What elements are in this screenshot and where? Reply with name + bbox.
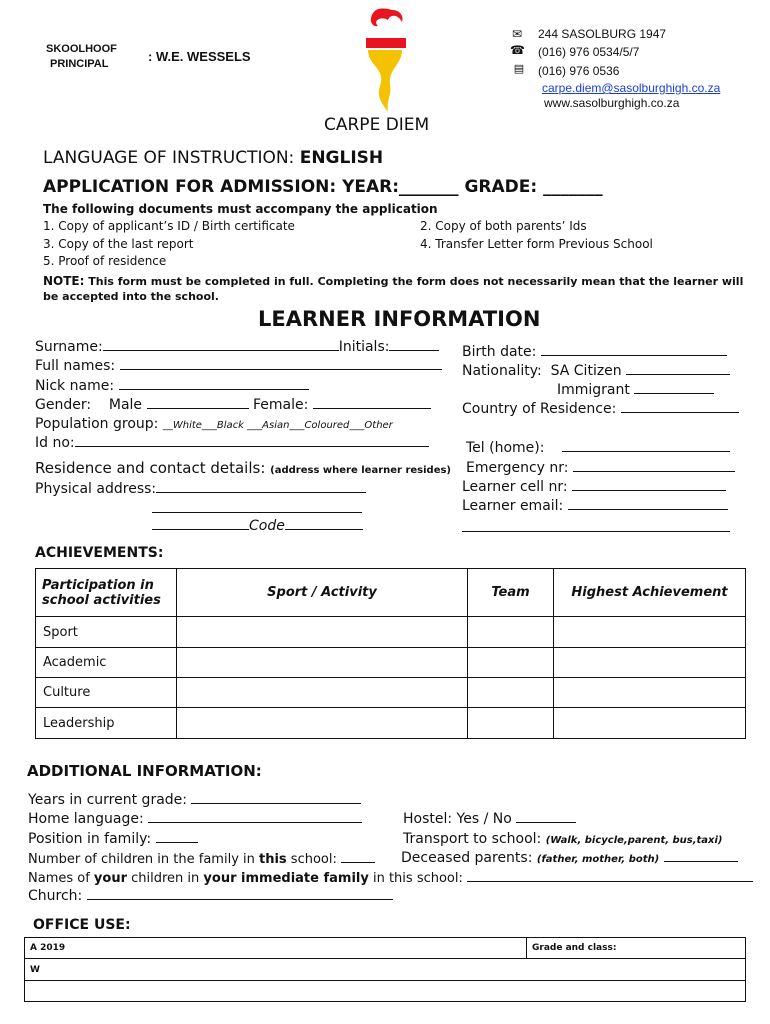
deceased-field[interactable]	[664, 850, 738, 862]
code-field[interactable]	[285, 518, 363, 530]
language-label: LANGUAGE OF INSTRUCTION:	[43, 148, 300, 168]
deceased-note: (father, mother, both)	[536, 854, 660, 865]
immigrant-label: Immigrant	[557, 382, 630, 398]
doc-item-4: 4. Transfer Letter form Previous School	[420, 237, 653, 251]
id-label: Id no:	[35, 435, 75, 451]
church-field[interactable]	[87, 888, 393, 900]
deceased-row	[401, 850, 738, 866]
country-row	[462, 401, 739, 417]
principal-label-2: PRINCIPAL	[50, 58, 109, 70]
children-label-a: Number of children in the family in	[28, 852, 259, 867]
principal-name: : W.E. WESSELS	[148, 49, 251, 64]
children-label-c: school:	[286, 852, 337, 867]
motto: CARPE DIEM	[324, 115, 430, 135]
additional-heading: ADDITIONAL INFORMATION:	[27, 762, 262, 780]
note-line-1	[43, 274, 743, 288]
address: 244 SASOLBURG 1947	[538, 27, 667, 41]
note-line-2: be accepted into the school.	[43, 290, 219, 303]
doc-item-2: 2. Copy of both parents’ Ids	[420, 219, 587, 233]
table-row	[25, 938, 746, 959]
hostel-field[interactable]	[516, 811, 576, 823]
surname-field[interactable]	[103, 339, 339, 351]
gender-row	[35, 397, 431, 413]
names-field[interactable]	[467, 870, 753, 882]
full-names-row	[35, 358, 442, 374]
table-row	[25, 959, 746, 981]
table-cell[interactable]	[177, 648, 468, 678]
female-label: Female:	[252, 397, 309, 413]
deceased-label: Deceased parents:	[401, 850, 533, 866]
doc-item-1: 1. Copy of applicant’s ID / Birth certificate	[43, 219, 295, 233]
position-row	[28, 831, 198, 847]
envelope-icon: ✉	[511, 27, 523, 41]
years-row	[28, 792, 361, 808]
table-cell[interactable]	[468, 678, 554, 708]
nick-name-field[interactable]	[119, 378, 309, 390]
row-label: Sport	[36, 617, 177, 648]
id-row	[35, 435, 429, 451]
table-cell[interactable]	[554, 678, 746, 708]
table-row	[25, 981, 746, 1002]
website: www.sasolburghigh.co.za	[544, 96, 680, 110]
church-label: Church:	[28, 888, 83, 904]
nationality-row	[462, 363, 730, 379]
table-cell[interactable]	[468, 617, 554, 648]
immigrant-field[interactable]	[634, 382, 714, 394]
learner-email-field[interactable]	[568, 498, 728, 510]
emergency-row	[466, 460, 735, 476]
country-field[interactable]	[621, 401, 739, 413]
table-row	[36, 648, 746, 678]
learner-email-row	[462, 498, 728, 514]
table-cell[interactable]	[554, 617, 746, 648]
names-label-e: in this school:	[368, 871, 463, 886]
residence-row	[35, 459, 451, 477]
transport-note: (Walk, bicycle,parent, bus,taxi)	[545, 835, 723, 846]
children-row	[28, 851, 375, 867]
transport-row	[403, 831, 723, 847]
table-cell[interactable]	[554, 708, 746, 739]
cell-label: Learner cell nr:	[462, 479, 568, 495]
years-label: Years in current grade:	[28, 792, 187, 808]
grade-class-cell: Grade and class:	[527, 938, 746, 959]
table-cell[interactable]	[177, 708, 468, 739]
full-names-label: Full names:	[35, 358, 116, 374]
achievements-heading: ACHIEVEMENTS:	[35, 545, 164, 561]
emergency-label: Emergency nr:	[466, 460, 569, 476]
physical-row	[35, 481, 366, 497]
cell-field[interactable]	[572, 479, 726, 491]
code-row	[152, 518, 363, 534]
physical-label: Physical address:	[35, 481, 157, 497]
col-highest-achievement: Highest Achievement	[554, 569, 746, 617]
years-field[interactable]	[191, 792, 361, 804]
row-label: Leadership	[36, 708, 177, 739]
email-link[interactable]: carpe.diem@sasolburghigh.co.za	[542, 81, 721, 95]
table-cell[interactable]	[468, 708, 554, 739]
learner-heading: LEARNER INFORMATION	[258, 307, 541, 331]
nick-name-row	[35, 378, 309, 394]
names-label-a: Names of	[28, 871, 94, 886]
residence-label: Residence and contact details:	[35, 459, 266, 477]
position-label: Position in family:	[28, 831, 152, 847]
male-label: Male	[108, 397, 143, 413]
nick-name-label: Nick name:	[35, 378, 115, 394]
tel-label: Tel (home):	[466, 440, 545, 456]
sa-citizen-label: SA Citizen	[550, 363, 622, 379]
office-w-cell: W	[25, 959, 746, 981]
names-label-b: your	[93, 871, 127, 886]
office-heading: OFFICE USE:	[33, 917, 131, 933]
office-table	[24, 937, 746, 1002]
female-field[interactable]	[313, 397, 431, 409]
achievements-header-row	[36, 569, 746, 617]
nationality-label: Nationality:	[462, 363, 542, 379]
position-field[interactable]	[156, 831, 198, 843]
home-language-field[interactable]	[148, 811, 362, 823]
immigrant-row	[557, 382, 714, 398]
note-label: NOTE:	[43, 274, 85, 288]
table-cell[interactable]	[554, 648, 746, 678]
office-blank-cell[interactable]	[25, 981, 746, 1002]
learner-email-field-2[interactable]	[462, 520, 730, 532]
population-row	[35, 416, 393, 432]
table-cell[interactable]	[468, 648, 554, 678]
initials-label: Initials:	[338, 339, 390, 355]
code-label: Code	[249, 518, 285, 534]
table-cell[interactable]	[177, 617, 468, 648]
cell-row	[462, 479, 726, 495]
physical-field-1[interactable]	[156, 481, 366, 493]
language-line	[43, 148, 383, 168]
population-options[interactable]: __White___Black ___Asian___Coloured___Other	[162, 420, 393, 431]
fax-icon: ▤	[513, 62, 525, 75]
row-label: Culture	[36, 678, 177, 708]
male-field[interactable]	[147, 397, 249, 409]
table-row	[36, 708, 746, 739]
office-a-cell: A 2019	[25, 938, 527, 959]
home-language-label: Home language:	[28, 811, 144, 827]
phone-icon: ☎	[510, 43, 525, 57]
surname-row	[35, 339, 439, 355]
col-participation: Participation in school activities	[36, 569, 177, 617]
fax-number: (016) 976 0536	[538, 64, 620, 78]
tel-row	[466, 440, 730, 456]
names-row	[28, 870, 753, 886]
full-names-field[interactable]	[120, 358, 442, 370]
birth-date-row	[462, 344, 727, 360]
hostel-row	[403, 811, 576, 827]
phone-number: (016) 976 0534/5/7	[538, 45, 640, 59]
residence-note: (address where learner resides)	[270, 465, 452, 476]
church-row	[28, 888, 393, 904]
table-cell[interactable]	[177, 678, 468, 708]
surname-label: Surname:	[35, 339, 103, 355]
names-label-c: children in	[127, 871, 204, 886]
application-title: APPLICATION FOR ADMISSION: YEAR:_______ GRADE: _______	[43, 177, 603, 197]
children-field[interactable]	[341, 851, 375, 863]
initials-field[interactable]	[389, 339, 439, 351]
school-logo	[362, 6, 410, 118]
sa-citizen-field[interactable]	[626, 363, 730, 375]
children-label-b: this	[259, 852, 287, 867]
physical-field-2[interactable]	[152, 501, 362, 513]
learner-email-label: Learner email:	[462, 498, 564, 514]
doc-item-3: 3. Copy of the last report	[43, 237, 194, 251]
transport-label: Transport to school:	[403, 831, 542, 847]
table-row	[36, 678, 746, 708]
table-row	[36, 617, 746, 648]
birth-date-label: Birth date:	[462, 344, 537, 360]
hostel-label: Hostel: Yes / No	[403, 811, 512, 827]
address-line-3-field[interactable]	[152, 518, 249, 530]
gender-label: Gender:	[35, 397, 92, 413]
names-label-d: your immediate family	[203, 871, 369, 886]
population-label: Population group:	[35, 416, 159, 432]
doc-item-5: 5. Proof of residence	[43, 254, 167, 268]
achievements-table	[35, 568, 746, 739]
documents-heading: The following documents must accompany the application	[43, 202, 438, 216]
col-team: Team	[468, 569, 554, 617]
note-text: This form must be completed in full. Completing the form does not necessarily mean that the learner will	[84, 275, 744, 288]
emergency-field[interactable]	[573, 460, 735, 472]
col-sport-activity: Sport / Activity	[177, 569, 468, 617]
home-language-row	[28, 811, 362, 827]
principal-label-1: SKOOLHOOF	[46, 43, 117, 55]
country-label: Country of Residence:	[462, 401, 617, 417]
id-field[interactable]	[75, 435, 429, 447]
birth-date-field[interactable]	[541, 344, 727, 356]
row-label: Academic	[36, 648, 177, 678]
tel-field[interactable]	[562, 440, 730, 452]
language-value: ENGLISH	[299, 148, 384, 168]
